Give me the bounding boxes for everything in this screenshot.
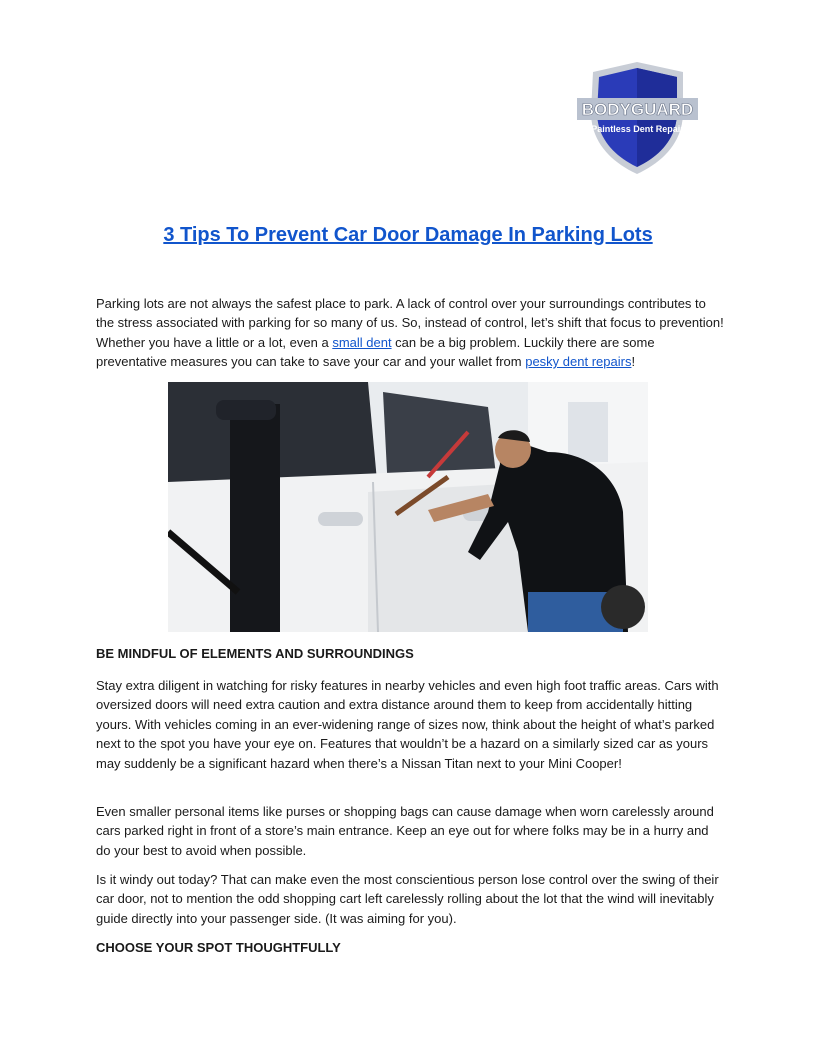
article-title[interactable]: 3 Tips To Prevent Car Door Damage In Parking Lots <box>163 224 653 246</box>
intro-text-3: ! <box>631 354 636 370</box>
section-heading-spot: CHOOSE YOUR SPOT THOUGHTFULLY <box>96 940 341 955</box>
dent-repair-photo <box>168 382 648 632</box>
shield-icon <box>575 60 700 178</box>
logo-brand-text: BODYGUARD <box>581 100 694 119</box>
section-heading-elements: BE MINDFUL OF ELEMENTS AND SURROUNDINGS <box>96 646 414 661</box>
intro-paragraph <box>96 294 726 372</box>
section1-paragraph-1: Stay extra diligent in watching for risky features in nearby vehicles and even high foot traffic areas. Cars with oversized doors will need extra caution and extra distance around them to keep from accidentally hitting yours. With vehicles coming in an ever-widening range of sizes now, think about the height of what’s parked next to the spot you have your eye on. Features that wouldn’t be a hazard on a similarly sized car as yours may suddenly be a significant hazard when there’s a Nissan Titan next to your Mini Cooper! <box>96 678 719 771</box>
section1-paragraph-3: Is it windy out today? That can make even the most conscientious person lose control over the swing of their car door, not to mention the odd shopping cart left carelessly rolling about the lot that the wind will inevitably guide directly into your passenger side. (It was aiming for you). <box>96 872 719 926</box>
logo-tagline-text: Paintless Dent Repair <box>591 124 684 134</box>
intro-text-2: can be a big problem. Luckily there are some preventative measures you can take to save your car and your wallet from <box>96 334 655 370</box>
small-dent-link[interactable]: small dent <box>332 334 392 350</box>
pesky-dent-repairs-link[interactable]: pesky dent repairs <box>525 354 632 370</box>
bodyguard-logo <box>575 60 700 178</box>
intro-text-1: Parking lots are not always the safest place to park. A lack of control over your surroundings contributes to the stress associated with parking for so many of us. So, instead of control, let’s shift that focus to prevention! Whether you have a little or a lot, even a <box>96 296 724 350</box>
section1-paragraph-2: Even smaller personal items like purses or shopping bags can cause damage when worn carelessly around cars parked right in front of a store’s main entrance. Keep an eye out for where folks may be in a hurry and do your best to avoid when possible. <box>96 804 714 858</box>
